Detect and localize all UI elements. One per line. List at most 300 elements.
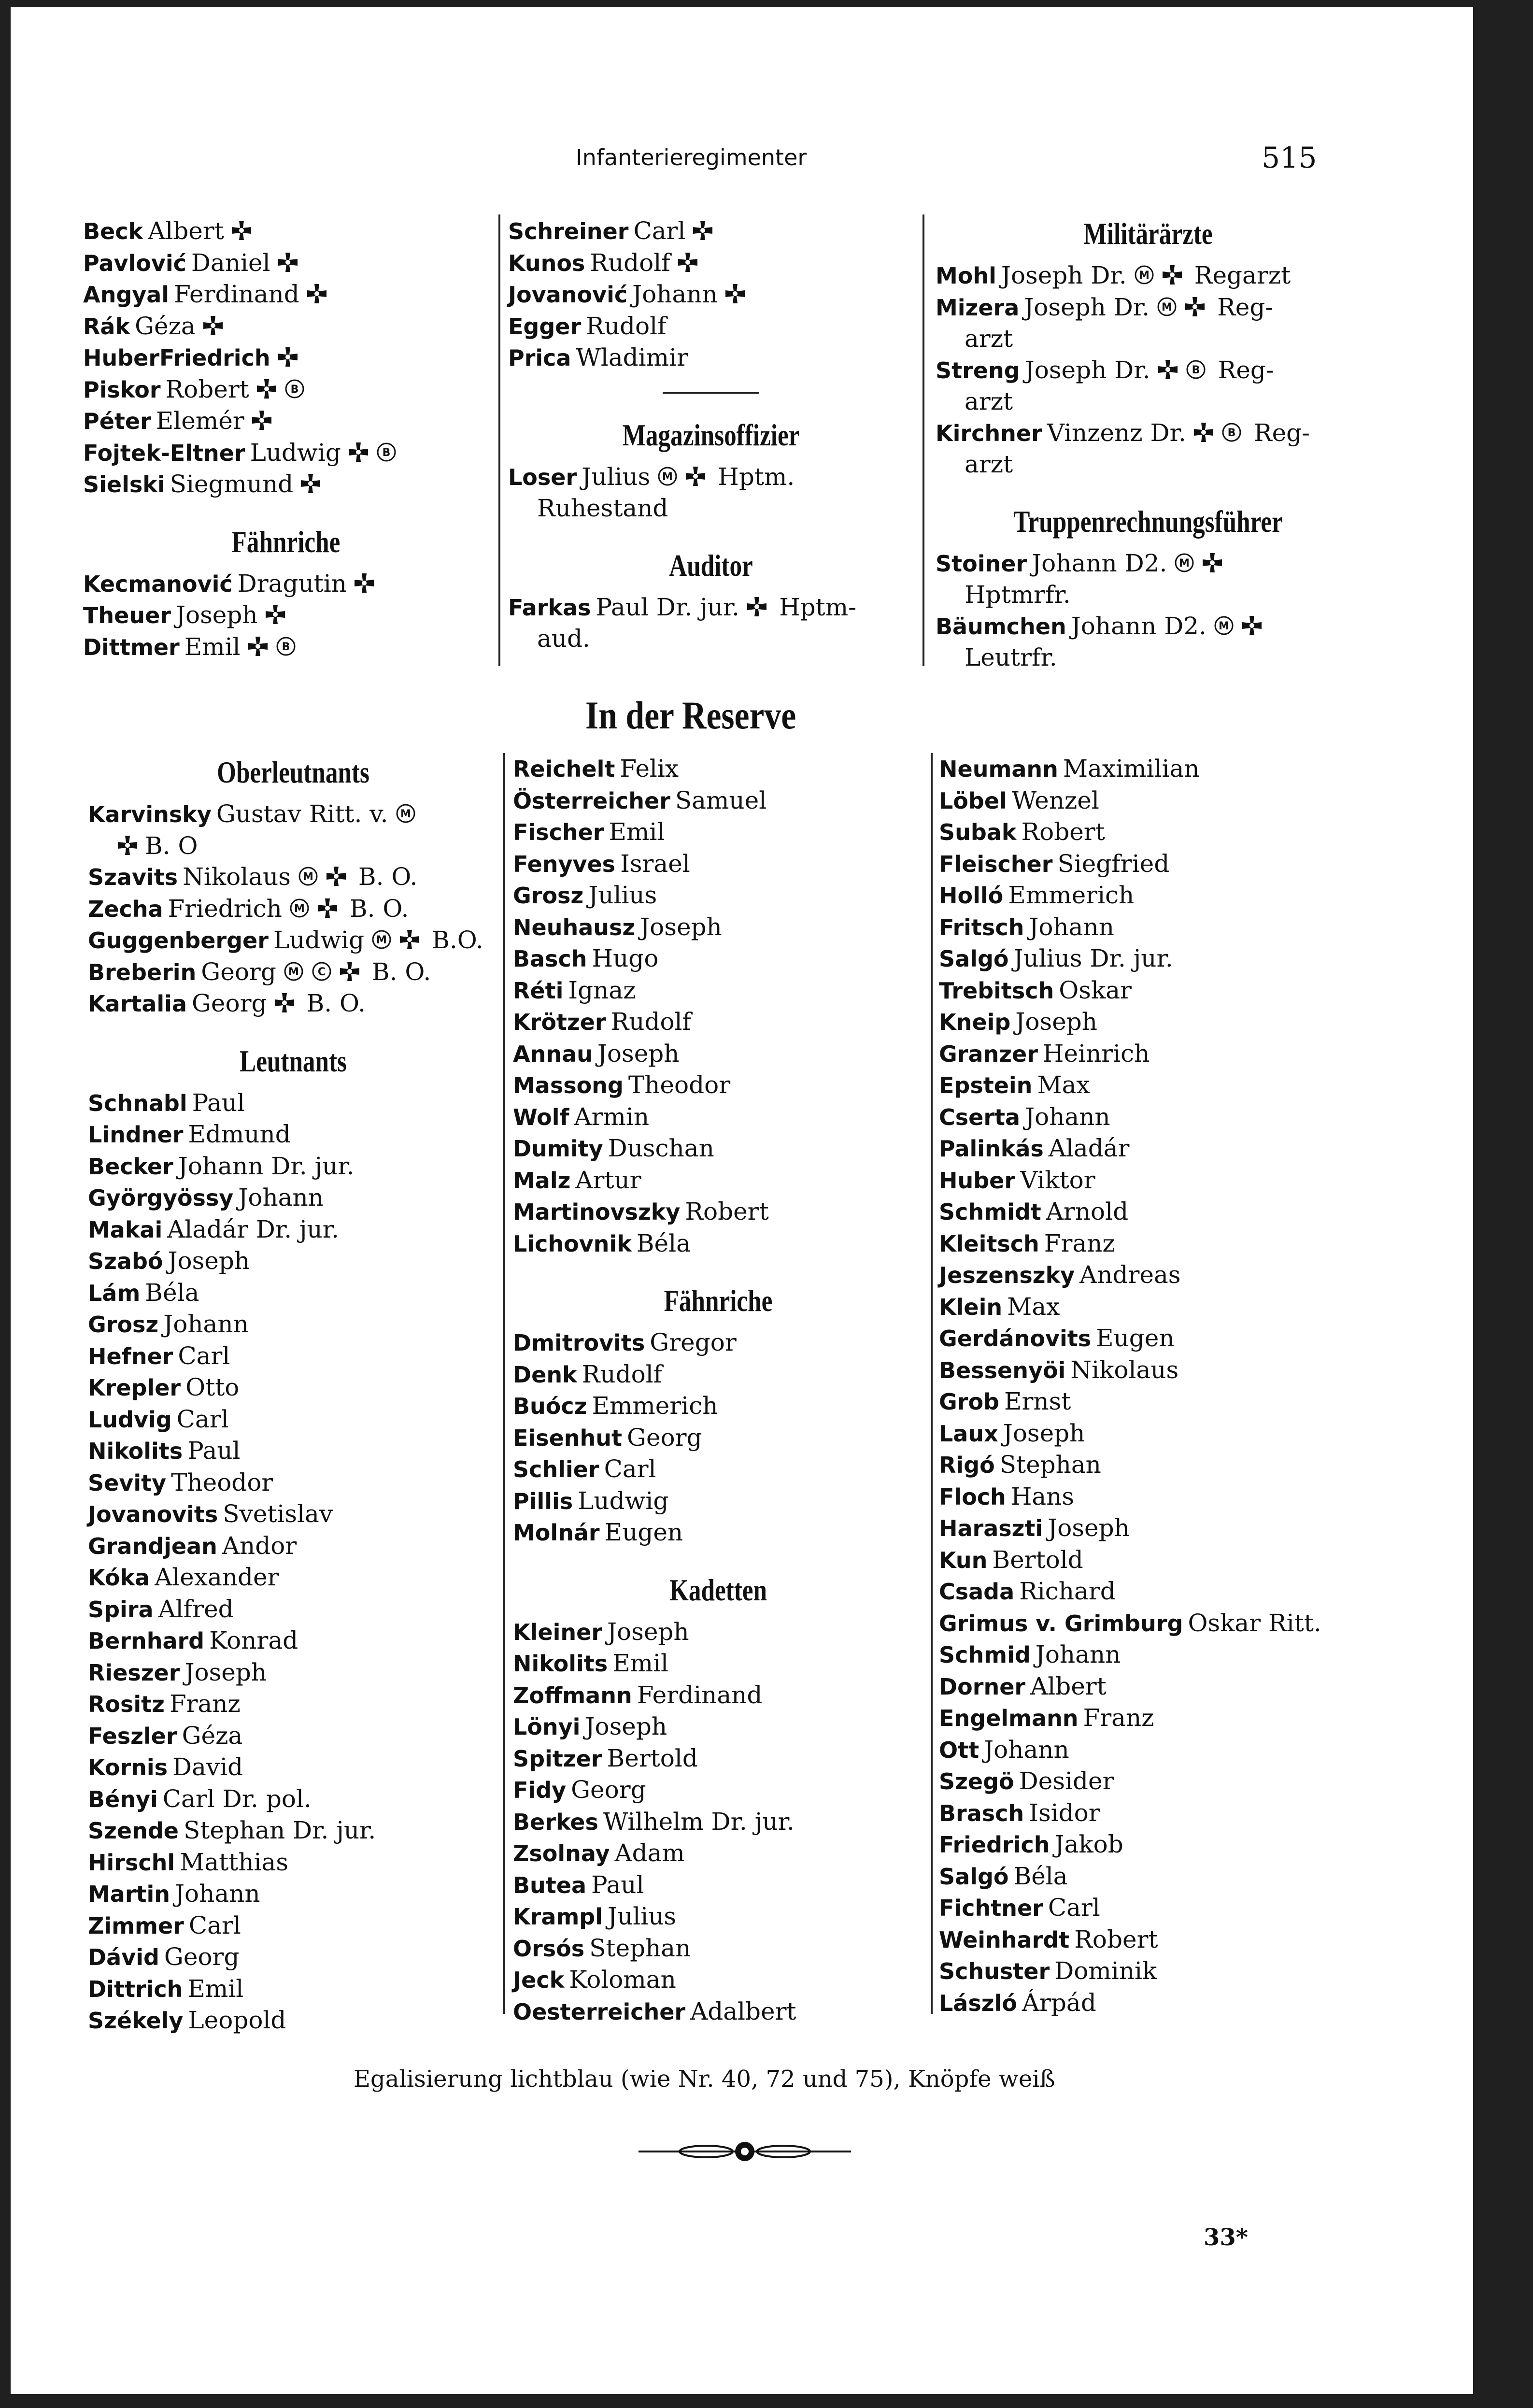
- column-reserve-3: [939, 753, 1451, 2019]
- given-name: Eugen: [1096, 1324, 1175, 1352]
- surname: Holló: [939, 883, 1004, 909]
- roster-entry: [83, 342, 489, 374]
- rank-note: B. O.: [349, 894, 409, 923]
- given-name: Armin: [574, 1102, 650, 1131]
- merit-cross-icon: [306, 283, 327, 304]
- roster-entry: [939, 1449, 1451, 1481]
- given-name: Bertold: [992, 1545, 1083, 1574]
- surname: Péter: [83, 408, 151, 434]
- given-name: Johann: [632, 280, 718, 308]
- given-name: Julius: [588, 881, 657, 909]
- surname: Martinovszky: [513, 1199, 681, 1225]
- roster-entry: [513, 1327, 923, 1359]
- surname: Floch: [939, 1483, 1006, 1510]
- given-name: Bertold: [607, 1744, 698, 1772]
- rank-note: Hptm.: [718, 462, 795, 491]
- roster-entry: [88, 1151, 498, 1183]
- given-name: Vinzenz Dr.: [1047, 418, 1186, 447]
- surname: Haraszti: [939, 1515, 1043, 1541]
- surname: Malz: [513, 1167, 571, 1194]
- given-name: Ludwig: [250, 438, 341, 467]
- roster-entry: [513, 1228, 923, 1260]
- merit-cross-icon: [339, 961, 360, 982]
- given-name: Siegfried: [1057, 849, 1170, 878]
- surname: Grosz: [88, 1311, 159, 1338]
- surname: Schmidt: [939, 1199, 1041, 1225]
- given-name: Ludwig: [578, 1486, 669, 1515]
- merit-cross-icon: [265, 604, 286, 625]
- given-name: Georg: [571, 1776, 646, 1804]
- given-name: Adalbert: [690, 1997, 796, 2025]
- surname: Bényi: [88, 1786, 158, 1812]
- roster-entry: [939, 1671, 1451, 1703]
- given-name: Béla: [636, 1229, 691, 1257]
- merit-cross-icon: [247, 636, 269, 657]
- svg-text:M: M: [302, 871, 313, 883]
- surname: Zsolnay: [513, 1840, 610, 1867]
- roster-entry: [88, 1973, 498, 2005]
- svg-text:B: B: [282, 641, 290, 653]
- given-name: Oskar Ritt.: [1188, 1609, 1321, 1637]
- roster-entry: [88, 2005, 498, 2037]
- surname: Schlier: [513, 1456, 599, 1482]
- given-name: Wenzel: [1011, 786, 1099, 814]
- surname: Hefner: [88, 1343, 173, 1369]
- roster-entry: [939, 1038, 1451, 1070]
- roster-entry: [513, 1038, 923, 1070]
- given-name: Ludwig: [273, 926, 365, 954]
- medal-m-icon: [395, 803, 416, 824]
- ornament-divider: [639, 2137, 851, 2168]
- almanac-page: [11, 7, 1473, 2394]
- surname: Bessenyöi: [939, 1357, 1066, 1383]
- roster-entry: [83, 247, 489, 279]
- given-name: Oskar: [1059, 976, 1132, 1004]
- surname: Grimus v. Grimburg: [939, 1610, 1183, 1637]
- svg-text:M: M: [1179, 557, 1190, 570]
- roster-entry: [939, 1512, 1451, 1544]
- roster-entry: [88, 1372, 498, 1404]
- surname: Zoffmann: [513, 1682, 632, 1709]
- surname: Jeszenszky: [939, 1262, 1075, 1288]
- surname: Réti: [513, 977, 564, 1004]
- surname: Neuhausz: [513, 914, 636, 940]
- given-name: Ignaz: [568, 976, 636, 1004]
- roster-entry: [939, 975, 1451, 1007]
- roster-entry: [88, 1752, 498, 1783]
- surname: Makai: [88, 1216, 163, 1243]
- given-name: Johann D2.: [1032, 549, 1167, 577]
- surname: Kornis: [88, 1754, 168, 1781]
- given-name: Duschan: [608, 1134, 714, 1162]
- entry-continuation: [88, 830, 498, 862]
- given-name: Otto: [185, 1373, 240, 1401]
- surname: Györgyössy: [88, 1185, 234, 1211]
- surname: Karvinsky: [88, 801, 212, 827]
- section-heading: Oberleutnants: [217, 755, 369, 789]
- given-name: Joseph: [1003, 1419, 1085, 1447]
- roster-entry: [936, 611, 1361, 673]
- column-medical-officers: [936, 214, 1361, 673]
- surname: Angyal: [83, 282, 170, 308]
- given-name: Joseph: [185, 1658, 267, 1686]
- surname: Szende: [88, 1818, 179, 1844]
- roster-entry: [508, 342, 914, 374]
- surname: Jeck: [513, 1967, 565, 1993]
- surname: Kecmanović: [83, 570, 233, 597]
- surname: Csada: [939, 1579, 1015, 1605]
- roster-entry: [83, 631, 489, 663]
- given-name: Julius: [608, 1902, 677, 1930]
- given-name: Carl: [178, 1341, 230, 1370]
- given-name: Stephan Dr. jur.: [183, 1816, 376, 1844]
- surname: Mizera: [936, 294, 1020, 321]
- roster-entry: [88, 1087, 498, 1119]
- roster-entry: [939, 1955, 1451, 1987]
- given-name: Gustav Ritt. v.: [216, 800, 388, 828]
- roster-entry: [939, 1702, 1451, 1734]
- roster-entry: [83, 469, 489, 500]
- roster-entry: [513, 1806, 923, 1838]
- surname: Grosz: [513, 883, 584, 909]
- surname: Rák: [83, 313, 130, 340]
- section-heading: Leutnants: [240, 1043, 347, 1078]
- given-name: Albert: [1030, 1672, 1107, 1700]
- surname: Hirschl: [88, 1849, 175, 1876]
- given-name: Robert: [1021, 818, 1105, 846]
- surname: Mohl: [936, 263, 996, 289]
- column-active-lieutenants: [83, 215, 489, 663]
- roster-entry: [88, 1878, 498, 1910]
- svg-text:M: M: [662, 470, 673, 483]
- merit-cross-icon: [274, 992, 295, 1013]
- roster-entry: [88, 798, 498, 861]
- surname: László: [939, 1990, 1017, 2016]
- given-name: Carl: [633, 217, 686, 245]
- merit-cross-icon: [354, 572, 375, 594]
- surname: Reichelt: [513, 756, 615, 782]
- surname: Krötzer: [513, 1009, 606, 1035]
- roster-entry: [936, 292, 1361, 355]
- surname: Grandjean: [88, 1533, 217, 1559]
- surname: Nikolits: [88, 1438, 183, 1464]
- given-name: Adam: [614, 1839, 685, 1867]
- given-name: Max: [1007, 1292, 1060, 1321]
- medal-m-icon: [283, 961, 304, 982]
- roster-entry: [939, 880, 1451, 912]
- roster-entry: [88, 1245, 498, 1277]
- surname: Bernhard: [88, 1628, 205, 1654]
- given-name: Theodor: [628, 1071, 731, 1099]
- surname: Székely: [88, 2008, 184, 2034]
- merit-cross-icon: [1241, 615, 1263, 636]
- given-name: Rudolf: [582, 1360, 663, 1388]
- given-name: Paul: [591, 1870, 644, 1899]
- roster-entry: [88, 1847, 498, 1879]
- given-name: Georg: [191, 989, 267, 1017]
- surname: Kneip: [939, 1009, 1011, 1035]
- roster-entry: [939, 1354, 1451, 1386]
- surname: Denk: [513, 1361, 577, 1388]
- roster-entry: [513, 1101, 923, 1133]
- surname: Kartalia: [88, 991, 187, 1017]
- surname: Grob: [939, 1389, 999, 1415]
- merit-cross-icon: [692, 220, 713, 241]
- roster-entry: [88, 1119, 498, 1151]
- medal-b-icon: [1185, 359, 1207, 380]
- given-name: Emmerich: [592, 1392, 718, 1420]
- surname: Fidy: [513, 1777, 567, 1803]
- surname: Fenyves: [513, 851, 616, 877]
- given-name: Svetislav: [223, 1500, 333, 1528]
- given-name: Joseph Dr.: [1001, 261, 1127, 289]
- given-name: Stephan: [999, 1451, 1101, 1479]
- roster-entry: [88, 1815, 498, 1847]
- roster-entry: [508, 247, 914, 279]
- merit-cross-icon: [251, 410, 272, 431]
- given-name: Albert: [148, 217, 224, 245]
- given-name: Georg: [201, 957, 276, 986]
- roster-entry: [939, 1576, 1451, 1608]
- reserve-heading: In der Reserve: [585, 693, 796, 737]
- given-name: Wilhelm Dr. jur.: [603, 1807, 795, 1836]
- given-name: Carl: [188, 1911, 241, 1939]
- surname: Rigó: [939, 1452, 995, 1478]
- surname: Trebitsch: [939, 977, 1054, 1004]
- svg-text:B: B: [290, 383, 299, 396]
- roster-entry: [83, 279, 489, 311]
- given-name: Edmund: [188, 1120, 291, 1148]
- medal-b-icon: [1221, 422, 1242, 443]
- svg-text:M: M: [294, 902, 305, 915]
- given-name: Rudolf: [586, 312, 667, 340]
- merit-cross-icon: [1157, 359, 1178, 380]
- surname: Dávid: [88, 1944, 159, 1970]
- surname: Lám: [88, 1280, 141, 1306]
- roster-entry: [939, 1196, 1451, 1228]
- given-name: David: [172, 1753, 243, 1781]
- given-name: Paul Dr. jur.: [596, 593, 740, 621]
- given-name: Robert: [1074, 1925, 1158, 1953]
- given-name: Emmerich: [1008, 881, 1135, 909]
- roster-entry: [939, 1006, 1451, 1038]
- surname: Schreiner: [508, 218, 629, 244]
- surname: Palinkás: [939, 1136, 1044, 1162]
- roster-entry: [939, 1323, 1451, 1354]
- merit-cross-icon: [1184, 296, 1206, 317]
- roster-entry: [513, 912, 923, 943]
- given-name: Joseph: [175, 601, 258, 629]
- given-name: Gregor: [650, 1328, 737, 1356]
- roster-entry: [513, 943, 923, 975]
- roster-entry: [513, 785, 923, 817]
- surname: Granzer: [939, 1040, 1038, 1067]
- surname: Spitzer: [513, 1745, 602, 1772]
- given-name: Carl: [176, 1405, 229, 1433]
- roster-entry: [88, 1404, 498, 1436]
- given-name: Géza: [182, 1721, 243, 1750]
- given-name: Aladár Dr. jur.: [167, 1215, 340, 1243]
- surname: Fritsch: [939, 914, 1024, 940]
- roster-entry: [513, 1453, 923, 1485]
- surname: Jovanović: [508, 282, 628, 308]
- given-name: Béla: [145, 1278, 199, 1307]
- roster-entry: [83, 311, 489, 342]
- given-name: Koloman: [569, 1966, 676, 1994]
- surname: Salgó: [939, 946, 1009, 972]
- svg-text:B: B: [1227, 427, 1236, 439]
- given-name: Johann: [163, 1310, 249, 1338]
- surname: Ludvig: [88, 1406, 172, 1433]
- medal-m-icon: [1174, 552, 1195, 573]
- entry-continuation: [936, 386, 1361, 417]
- roster-entry: [513, 1964, 923, 1996]
- column-reserve-officers: [88, 753, 498, 2037]
- surname: Wolf: [513, 1104, 569, 1130]
- roster-entry: [88, 861, 498, 893]
- roster-entry: [939, 1544, 1451, 1576]
- surname: Lindner: [88, 1122, 184, 1148]
- merit-cross-icon: [677, 252, 698, 273]
- given-name: Elemér: [156, 407, 244, 435]
- merit-cross-icon: [326, 866, 347, 887]
- given-name: Andreas: [1079, 1261, 1181, 1289]
- given-name: Johann: [1029, 912, 1114, 941]
- given-name: Joseph: [168, 1247, 250, 1275]
- roster-entry: [513, 1648, 923, 1680]
- roster-entry: [83, 405, 489, 437]
- surname: Dittmer: [83, 634, 180, 660]
- roster-entry: [83, 599, 489, 631]
- given-name: Johann: [1025, 1102, 1110, 1131]
- surname: Breberin: [88, 959, 197, 985]
- roster-entry: [939, 1101, 1451, 1133]
- given-name: Heinrich: [1042, 1039, 1150, 1068]
- roster-entry: [513, 1196, 923, 1228]
- roster-entry: [939, 1766, 1451, 1797]
- merit-cross-icon: [231, 220, 252, 241]
- entry-continuation: [936, 449, 1361, 480]
- roster-entry: [88, 1910, 498, 1942]
- roster-entry: [936, 548, 1361, 611]
- svg-text:M: M: [288, 966, 299, 978]
- roster-entry: [508, 215, 914, 247]
- svg-text:M: M: [1162, 301, 1173, 313]
- given-name: Richard: [1019, 1577, 1116, 1605]
- surname: Weinhardt: [939, 1926, 1070, 1953]
- given-name: Rudolf: [590, 248, 670, 277]
- given-name: Emil: [609, 818, 665, 846]
- roster-entry: [513, 1006, 923, 1038]
- merit-cross-icon: [348, 442, 369, 463]
- surname: Subak: [939, 819, 1017, 845]
- svg-text:M: M: [400, 808, 411, 820]
- roster-entry: [513, 1133, 923, 1165]
- surname: Zecha: [88, 896, 163, 922]
- surname: Molnár: [513, 1520, 600, 1546]
- given-name: Johann: [238, 1183, 324, 1211]
- given-name: Emil: [612, 1649, 669, 1677]
- given-name: Isidor: [1029, 1798, 1100, 1827]
- given-name: Emil: [184, 632, 241, 661]
- surname: Ott: [939, 1737, 979, 1763]
- roster-entry: [939, 785, 1451, 817]
- given-name: Stephan: [589, 1934, 691, 1962]
- given-name: Hugo: [592, 944, 659, 972]
- svg-text:C: C: [317, 966, 326, 978]
- facing-colour-note: Egalisierung lichtblau (wie Nr. 40, 72 und 75), Knöpfe weiß: [354, 2066, 1055, 2093]
- given-name: Desider: [1019, 1767, 1114, 1795]
- surname: Kun: [939, 1547, 988, 1573]
- surname: Klein: [939, 1294, 1003, 1320]
- surname: Kunos: [508, 250, 585, 276]
- surname: Pillis: [513, 1488, 573, 1514]
- roster-entry: [513, 1485, 923, 1517]
- entry-continuation: [936, 323, 1361, 355]
- column-divider: [923, 214, 924, 666]
- roster-entry: [939, 1829, 1451, 1861]
- surname: Sevity: [88, 1469, 167, 1496]
- roster-entry: [513, 975, 923, 1007]
- roster-entry: [939, 1892, 1451, 1924]
- given-name: Max: [1037, 1071, 1090, 1099]
- medal-b-icon: [284, 378, 305, 399]
- section-heading: Magazinsoffizier: [622, 417, 800, 452]
- svg-text:M: M: [376, 934, 387, 946]
- roster-entry: [88, 988, 498, 1020]
- given-name: Dragutin: [237, 569, 347, 598]
- given-name: Georg: [164, 1943, 240, 1971]
- svg-text:B: B: [382, 446, 391, 459]
- given-name: Joseph: [607, 1617, 689, 1646]
- roster-entry: [939, 1924, 1451, 1956]
- given-name: Nikolaus: [183, 863, 291, 891]
- roster-entry: [513, 1869, 923, 1901]
- surname: Kirchner: [936, 420, 1042, 446]
- surname: Jovanovits: [88, 1501, 218, 1527]
- surname: Dorner: [939, 1673, 1026, 1700]
- surname: Theuer: [83, 602, 171, 628]
- surname: Buócz: [513, 1393, 587, 1419]
- merit-cross-icon: [1202, 552, 1223, 573]
- surname: Rieszer: [88, 1659, 180, 1686]
- roster-entry: [88, 1657, 498, 1689]
- section-heading: Fähnriche: [664, 1283, 773, 1318]
- surname: Dumity: [513, 1136, 603, 1162]
- surname: Szabó: [88, 1248, 163, 1274]
- roster-entry: [939, 1069, 1451, 1101]
- roster-entry: [513, 1743, 923, 1775]
- given-name: Hans: [1010, 1482, 1075, 1510]
- continuation-text: arzt: [965, 325, 1013, 353]
- roster-entry: [513, 1165, 923, 1197]
- given-name: Matthias: [180, 1848, 288, 1876]
- given-name: Géza: [135, 312, 196, 340]
- column-reserve-2: [513, 753, 923, 2027]
- given-name: Alfred: [158, 1595, 234, 1623]
- given-name: Joseph Dr.: [1024, 356, 1150, 384]
- given-name: Maximilian: [1063, 755, 1200, 783]
- surname: Huber: [939, 1167, 1016, 1194]
- rank-note: Reg-: [1253, 418, 1310, 447]
- given-name: Joseph: [1048, 1514, 1130, 1542]
- roster-entry: [513, 1359, 923, 1391]
- roster-entry: [513, 1390, 923, 1422]
- given-name: Viktor: [1020, 1166, 1095, 1194]
- surname: Friedrich: [939, 1832, 1050, 1858]
- roster-entry: [513, 1680, 923, 1711]
- merit-cross-icon: [399, 929, 420, 950]
